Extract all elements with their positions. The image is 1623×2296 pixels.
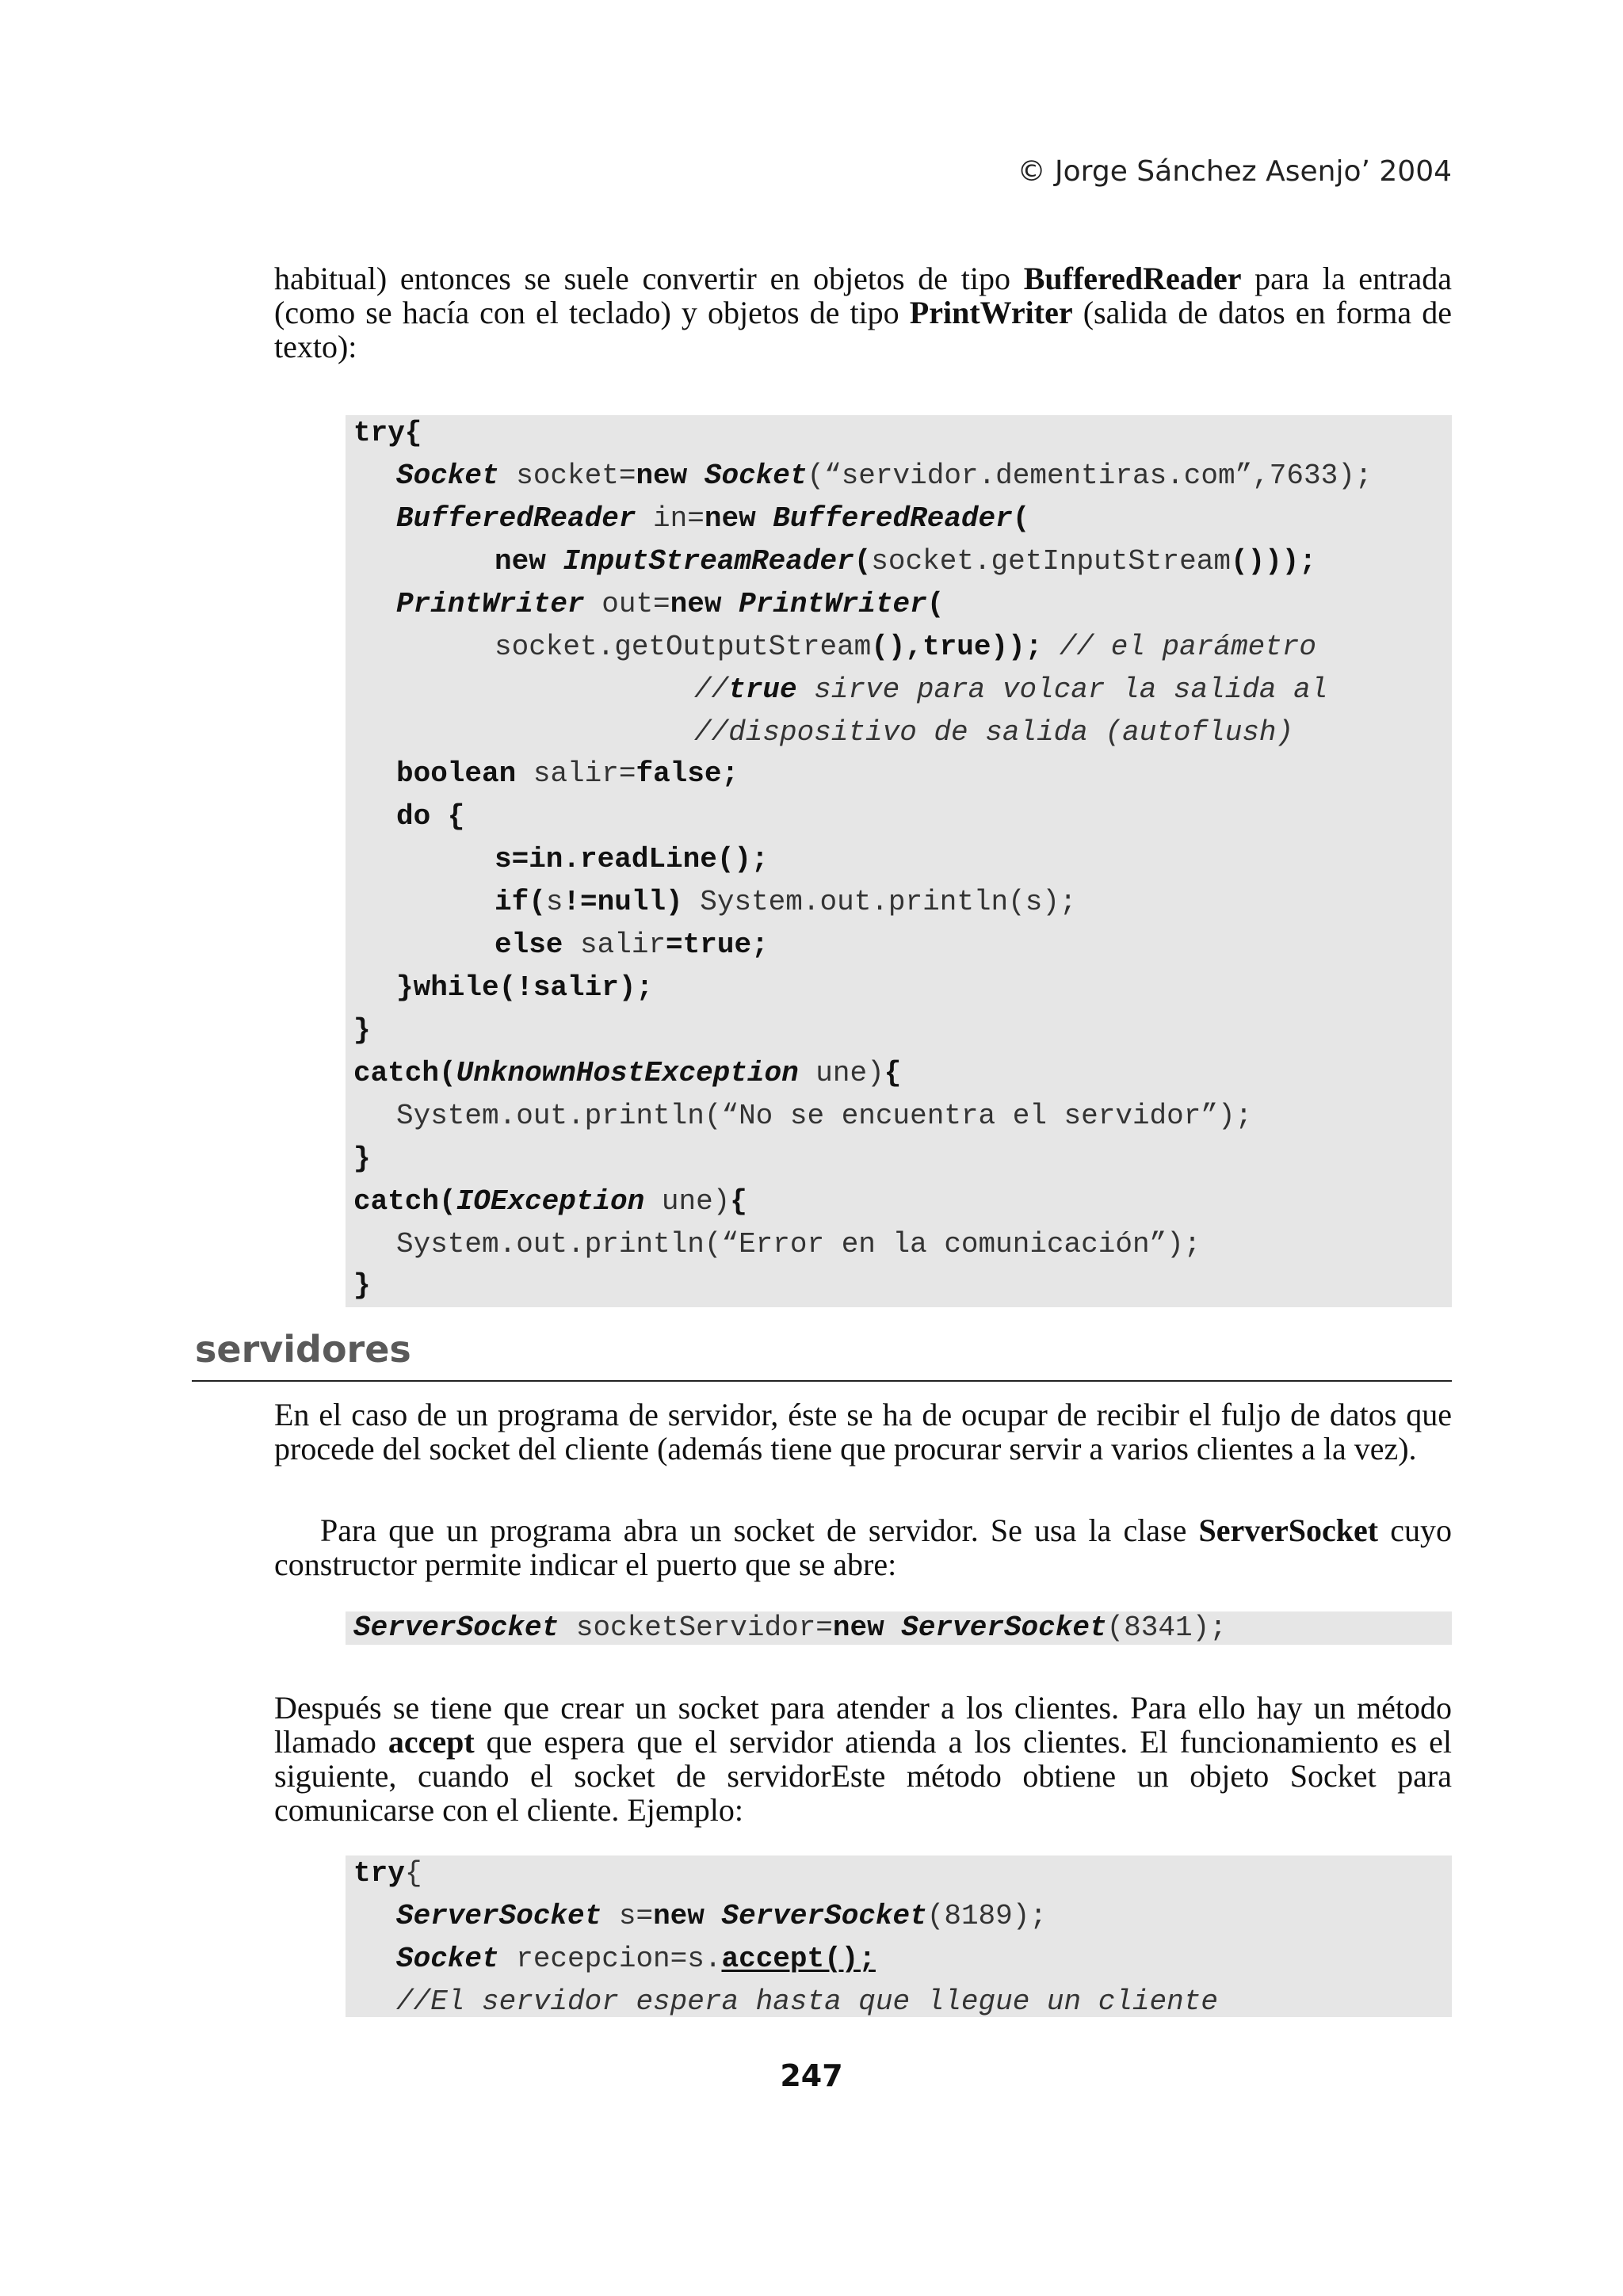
code-line: Socket socket=new Socket(“servidor.dementiras.com”,7633); bbox=[396, 460, 1373, 492]
page-number: 247 bbox=[780, 2058, 843, 2093]
code-line: ServerSocket s=new ServerSocket(8189); bbox=[396, 1900, 1047, 1932]
code-line: //El servidor espera hasta que llegue un cliente bbox=[396, 1985, 1218, 2018]
code-line: Socket recepcion=s.accept(); bbox=[396, 1943, 876, 1975]
code-line: System.out.println(“Error en la comunicación”); bbox=[396, 1228, 1201, 1261]
code-line: else salir=true; bbox=[495, 929, 769, 961]
intro-paragraph: habitual) entonces se suele convertir en objetos de tipo BufferedReader para la entrada (como se hacía con el teclado) y objetos de tipo PrintWriter (salida de datos en forma de texto): bbox=[274, 261, 1453, 364]
code-line: System.out.println(“No se encuentra el servidor”); bbox=[396, 1100, 1253, 1132]
code-line: PrintWriter out=new PrintWriter( bbox=[396, 588, 945, 620]
code-line: socket.getOutputStream(),true)); // el parámetro bbox=[495, 631, 1316, 663]
code-line: BufferedReader in=new BufferedReader( bbox=[396, 502, 1030, 535]
code-line: do { bbox=[396, 800, 465, 833]
code-line: //true sirve para volcar la salida al bbox=[694, 673, 1328, 706]
code-line: ServerSocket socketServidor=new ServerSocket(8341); bbox=[353, 1611, 1227, 1644]
code-line: }while(!salir); bbox=[396, 971, 654, 1004]
code-line: s=in.readLine(); bbox=[495, 843, 769, 875]
code-line: //dispositivo de salida (autoflush) bbox=[694, 716, 1294, 749]
code-line: new InputStreamReader(socket.getInputStream())); bbox=[495, 545, 1317, 578]
code-line: } bbox=[353, 1142, 371, 1175]
servidores-paragraph-1: En el caso de un programa de servidor, éste se ha de ocupar de recibir el fuljo de datos que procede del socket del cliente (además tiene que procurar servir a varios clientes a la vez). bbox=[274, 1397, 1452, 1466]
section-title: servidores bbox=[195, 1328, 411, 1371]
code-line: } bbox=[353, 1014, 371, 1047]
code-line: } bbox=[353, 1269, 371, 1302]
code-block-client bbox=[346, 415, 1452, 1307]
page-header-copyright: © Jorge Sánchez Asenjo’ 2004 bbox=[1017, 155, 1452, 188]
code-line: boolean salir=false; bbox=[396, 757, 739, 790]
code-line: if(s!=null) System.out.println(s); bbox=[495, 886, 1077, 918]
code-line: try{ bbox=[353, 1857, 422, 1890]
code-line: try{ bbox=[353, 417, 422, 449]
servidores-paragraph-2: Para que un programa abra un socket de servidor. Se usa la clase ServerSocket cuyo constructor permite indicar el puerto que se abre: bbox=[274, 1512, 1452, 1582]
code-line: catch(UnknownHostException une){ bbox=[353, 1057, 902, 1089]
code-block-accept bbox=[346, 1855, 1452, 2017]
servidores-paragraph-3: Después se tiene que crear un socket para atender a los clientes. Para ello hay un método llamado accept que espera que el servidor atienda a los clientes. El funcionamiento es el siguiente, cuando el socket de servidorEste método obtiene un objeto Socket para comunicarse con el cliente. Ejemplo: bbox=[274, 1690, 1452, 1828]
code-block-serversocket bbox=[346, 1611, 1452, 1645]
code-line: catch(IOException une){ bbox=[353, 1185, 747, 1218]
section-divider bbox=[192, 1380, 1452, 1382]
